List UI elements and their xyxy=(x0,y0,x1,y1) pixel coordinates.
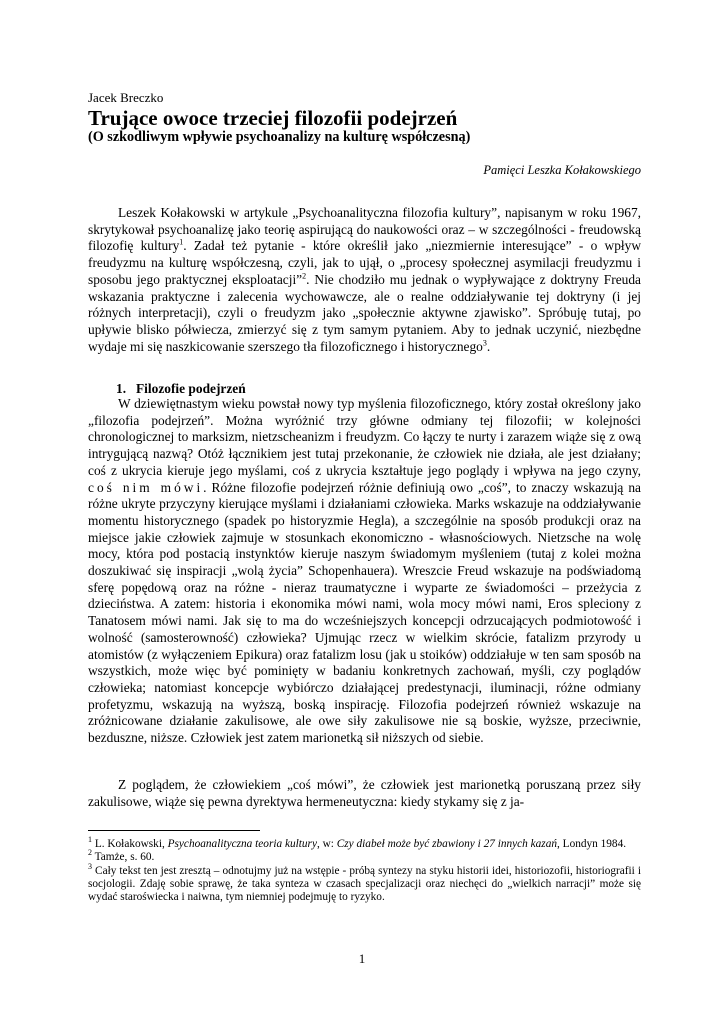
article-subtitle: (O szkodliwym wpływie psychoanalizy na kulturę współczesną) xyxy=(88,129,471,145)
page-number: 1 xyxy=(358,951,366,966)
footnote-1-italic-1: Psychoanalityczna teoria kultury xyxy=(167,838,317,850)
section-paragraph xyxy=(88,396,641,747)
footnote-ref-3[interactable]: 3 xyxy=(482,338,487,348)
intro-text-b: . Zadał też pytanie - które określił jako „niezmiernie interesujące” - o wpływ freudyzmu na kulturę współczesną, czyli, jak to ujął, o „procesy społecznej asymilacji freudyzmu i sposobu jego praktycznej eksploatacji” xyxy=(88,238,641,287)
footnote-1 xyxy=(88,835,641,851)
intro-text-d: . xyxy=(486,338,491,354)
footnote-3 xyxy=(88,861,641,905)
spaced-emphasis: coś nim mówi xyxy=(88,479,204,495)
continuation-paragraph xyxy=(88,777,641,810)
section-text-b: . Różne filozofie podejrzeń różnie definiują owo „coś”, to znaczy wskazują na różne ukryte przyczyny kierujące myślami i działaniami człowieka. Marks wskazuje na oddziaływanie momentu historycznego (spadek po historyzmie Hegla), a szczególnie na sposób produkcji oraz na miejsce jakie człowiek zajmuje w stosunkach ekonomiczno - własnościowych. Nietzsche na wolę mocy, która pod postacią instynktów kieruje naszym świadomym myśleniem (tutaj z kolei można doszukiwać się inspiracji „wolą życia” Schopenhauera). Wreszcie Freud wskazuje na podświadomą sferę popędową oraz na różne - nieraz traumatyczne i wyparte ze świadomości – przeżycia z dzieciństwa. A zatem: historia i ekonomika mówi nami, wola mocy mówi nami, Eros spleciony z Tanatosem mówi nami. Jak się to ma do wcześniejszych koncepcji odrzucających podmiotowość i wolność (samosterowność) człowieka? Ujmując rzecz w wielkim skrócie, fatalizm przyrody u atomistów (z wyłączeniem Epikura) oraz fatalizm losu (jak u stoików) oddziałuje w ten sam sposób na wszystkich, może więc być pominięty w badaniu konkretnych zachowań, myśli, czy poglądów człowieka; natomiast koncepcje wybiórczo działającej predestynacji, iluminacji, różne odmiany profetyzmu, wskazują na wyższą, boską inspirację. Filozofia podejrzeń również wskazuje na zróżnicowane działanie zakulisowe, ale owe siły zakulisowe nie są boskie, wyższe, przeciwnie, bezduszne, niższe. Człowiek jest zatem marionetką sił niższych od siebie. xyxy=(88,479,641,746)
footnote-1-number: 1 xyxy=(88,835,92,845)
footnote-1-text-a: L. Kołakowski, xyxy=(92,838,168,850)
footnote-1-text-b: , w: xyxy=(316,838,337,850)
footnote-separator xyxy=(88,830,260,831)
article-title: Trujące owoce trzeciej filozofii podejrzeń xyxy=(88,106,458,130)
section-text-a: W dziewiętnastym wieku powstał nowy typ myślenia filozoficznego, który został określony jako „filozofia podejrzeń”. Można wyróżnić trzy główne odmiany tej filozofii; w kolejności chronologicznej to marksizm, nietzscheanizm i freudyzm. Co łączy te nurty i zarazem wiąże się z ową intrygującą nazwą? Otóż łącznikiem jest tutaj przekonanie, że człowiek nie działa, ale jest działany; coś z ukrycia kieruje jego myślami, coś z ukrycia kształtuje jego poglądy i wpływa na jego czyny, xyxy=(88,396,641,478)
author-name: Jacek Breczko xyxy=(88,90,164,105)
intro-text-c: . Nie chodziło mu jednak o wypływające z doktryny Freuda wskazania praktyczne i zalecenia wychowawcze, ale o realne oddziaływanie tej doktryny (i jej różnych interpretacji), czyli o freudyzm jako „społecznie aktywne zjawisko”. Spróbuję tutaj, po upływie blisko półwiecza, zmierzyć się z tym samym pytaniem. Aby to jednak uczynić, niezbędne wydaje mi się naszkicowanie szerszego tła filozoficznego i historycznego xyxy=(88,271,641,354)
footnotes xyxy=(88,835,641,904)
footnote-2 xyxy=(88,848,641,864)
intro-paragraph xyxy=(88,205,641,355)
footnote-2-text: Tamże, s. 60. xyxy=(92,851,155,864)
intro-text-a: Leszek Kołakowski w artykule „Psychoanalityczna filozofia kultury”, napisanym w roku 1967, skrytykował psychoanalizę jako teorię aspirującą do naukowości oraz – w szczególności - freudowską filozofię kultury xyxy=(88,205,641,254)
footnote-1-italic-2: Czy diabeł może być zbawiony i 27 innych kazań xyxy=(336,838,558,850)
footnote-2-number: 2 xyxy=(88,848,92,858)
footnote-1-text-c: , Londyn 1984. xyxy=(557,838,627,850)
section-title: Filozofie podejrzeń xyxy=(136,381,246,396)
footnote-ref-2[interactable]: 2 xyxy=(302,271,307,281)
footnote-ref-1[interactable]: 1 xyxy=(179,237,184,247)
section-number: 1. xyxy=(116,381,127,396)
dedication: Pamięci Leszka Kołakowskiego xyxy=(483,163,641,177)
footnote-3-text: Cały tekst ten jest zresztą – odnotujmy już na wstępie - próbą syntezy na styku historii idei, historiozofii, historiografii i socjologii. Zdaję sobie sprawę, że taka synteza w czasach specjalizacji oraz niechęci do „wielkich narracji” może się wydać staroświecka i naiwna, tym niemniej podejmuję to ryzyko. xyxy=(88,864,641,904)
footnote-3-number: 3 xyxy=(88,861,92,871)
section-heading xyxy=(116,381,246,397)
continuation-text: Z poglądem, że człowiekiem „coś mówi”, że człowiek jest marionetką poruszaną przez siły zakulisowe, wiąże się pewna dyrektywa hermeneutyczna: kiedy stykamy się z ja- xyxy=(88,777,641,809)
